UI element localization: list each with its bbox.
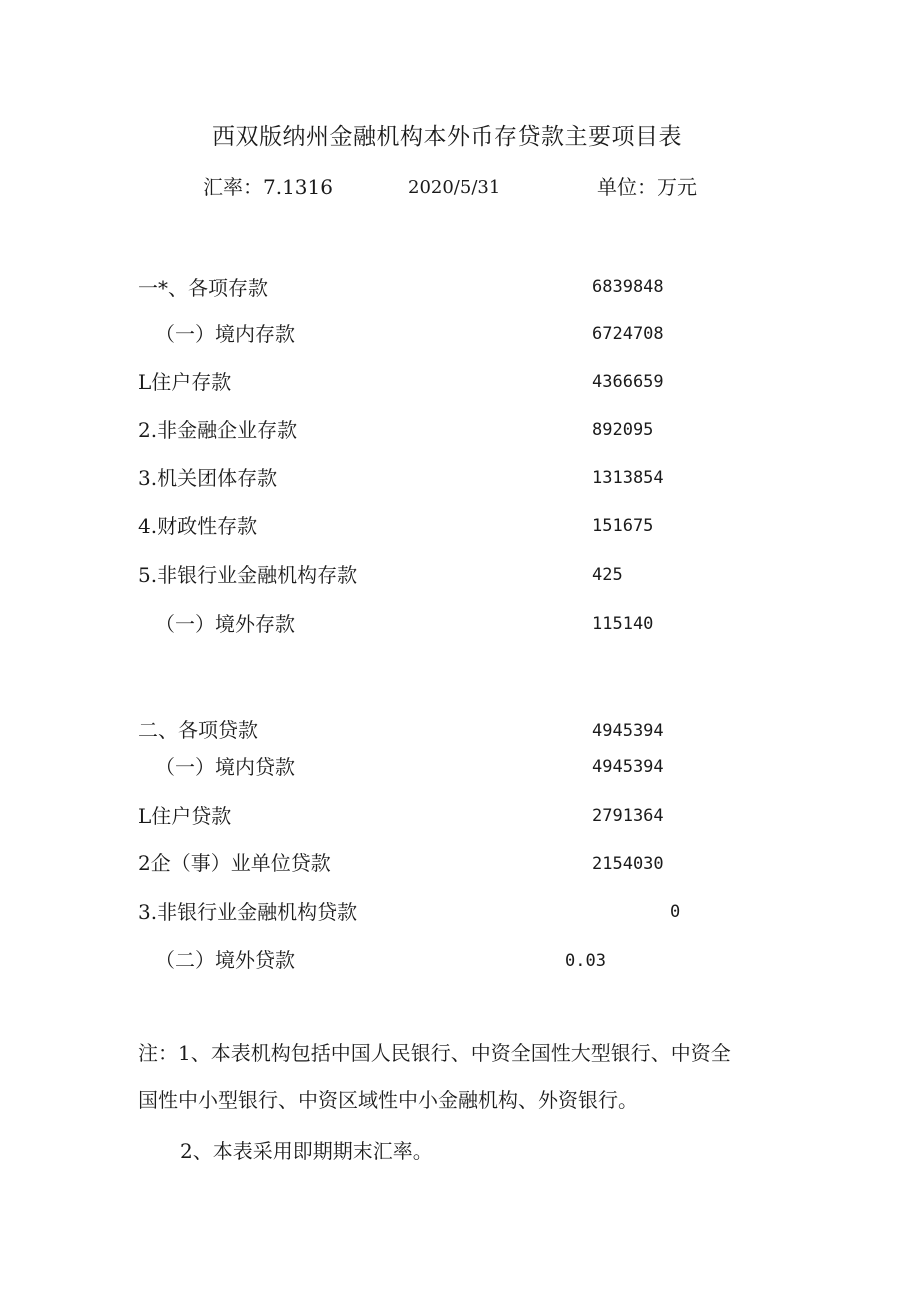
row-label: （二）境外贷款	[155, 948, 295, 972]
row-value: 4945394	[592, 757, 664, 777]
row-label: 2.非金融企业存款	[138, 418, 298, 442]
row-value: 892095	[592, 420, 654, 440]
row-value: 151675	[592, 516, 654, 536]
row-value: 1313854	[592, 468, 664, 488]
note-line-1: 注：1、本表机构包括中国人民银行、中资全国性大型银行、中资全	[138, 1041, 731, 1065]
row-value: 4945394	[592, 721, 664, 741]
row-value: 6724708	[592, 324, 664, 344]
row-label: L住户存款	[138, 370, 232, 394]
row-label: 3.非银行业金融机构贷款	[138, 900, 358, 924]
header-unit: 单位：万元	[597, 175, 697, 199]
row-label: 二、各项贷款	[138, 718, 258, 742]
header-rate: 汇率：7.1316	[203, 175, 333, 199]
row-label: 3.机关团体存款	[138, 466, 278, 490]
header-date: 2020/5/31	[408, 177, 501, 198]
row-value: 0.03	[565, 951, 606, 971]
page-title: 西双版纳州金融机构本外币存贷款主要项目表	[212, 124, 682, 150]
row-value: 2154030	[592, 854, 664, 874]
row-value: 0	[670, 902, 681, 922]
row-value: 425	[592, 565, 623, 585]
row-value: 4366659	[592, 372, 664, 392]
note-line-3: 2、本表采用即期期末汇率。	[180, 1139, 433, 1163]
row-label: （一）境内贷款	[155, 755, 295, 779]
row-label: L住户贷款	[138, 804, 232, 828]
note-line-2: 国性中小型银行、中资区域性中小金融机构、外资银行。	[138, 1088, 638, 1112]
row-label: 2企（事）业单位贷款	[138, 851, 331, 875]
row-label: 一*、各项存款	[138, 276, 268, 300]
row-label: （一）境外存款	[155, 612, 295, 636]
row-label: 5.非银行业金融机构存款	[138, 563, 358, 587]
row-value: 6839848	[592, 277, 664, 297]
row-label: （一）境内存款	[155, 322, 295, 346]
row-label: 4.财政性存款	[138, 514, 258, 538]
row-value: 115140	[592, 614, 654, 634]
row-value: 2791364	[592, 806, 664, 826]
